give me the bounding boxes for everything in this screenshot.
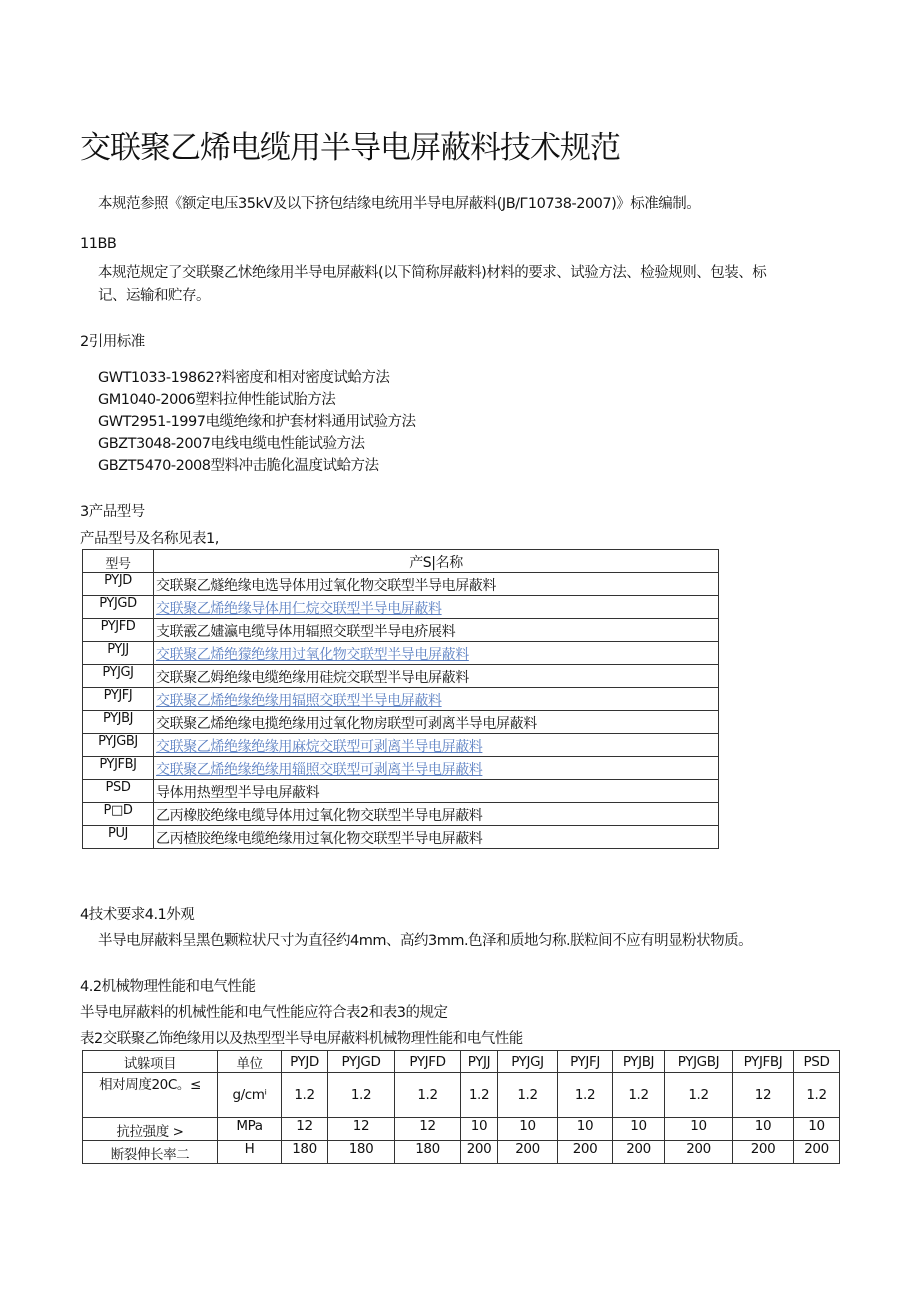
properties-table [82,1050,840,1164]
product-name: 交联聚乙姆绝缘电缆绝缘用硅烷交联型半导电屏蔽料 [154,665,719,688]
model-code: PYJGJ [83,665,154,688]
value-cell: 200 [733,1141,794,1164]
reference-item: GWT2951-1997电缆绝缘和护套材料通用试验方法 [98,414,416,430]
value-cell: 10 [794,1118,840,1141]
product-name: 支联霰乙嫿瀛电缆导体用辐照交联型半导电疥展料 [154,619,719,642]
model-code: PYJFBJ [83,757,154,780]
column-header: PYJGJ [498,1051,558,1073]
table-row [83,573,719,596]
product-name-link[interactable]: 交联聚乙烯绝獴绝缘用过氧化物交联型半导电屏蔽料 [154,642,719,665]
value-cell: 180 [395,1141,461,1164]
model-code: PYJGD [83,596,154,619]
table-row [83,711,719,734]
column-header: PYJBJ [613,1051,665,1073]
test-item: 相对周度20C。≤ [83,1073,218,1118]
product-name-link[interactable]: 交联聚乙烯绝缘绝缘用辐照交联型半导电屏蔽料 [154,688,719,711]
unit: MPa [218,1118,282,1141]
unit: g/cmⁱ [218,1073,282,1118]
unit: H [218,1141,282,1164]
reference-item: GM1040-2006塑料拉伸性能试胎方法 [98,392,336,408]
column-header: PYJGD [328,1051,395,1073]
column-header: PYJGBJ [665,1051,733,1073]
table-row [83,734,719,757]
model-code: PYJBJ [83,711,154,734]
section4-heading: 4技术要求4.1外观 [80,907,195,923]
section4-2-heading: 4.2机械物理性能和电气性能 [80,979,256,995]
column-header: PYJJ [461,1051,498,1073]
column-header: 单位 [218,1051,282,1073]
header-name: 产S|名称 [154,550,719,573]
table-row [83,757,719,780]
section1-text: 记、运输和贮存。 [98,288,210,304]
model-code: PYJD [83,573,154,596]
value-cell: 10 [613,1118,665,1141]
table-row [83,780,719,803]
model-code: PUJ [83,826,154,849]
section1-text: 本规范规定了交联聚乙怵绝缘用半导电屏蔽料(以下简称屏蔽料)材料的要求、试验方法、检验规则、包装、标 [98,265,767,281]
value-cell: 1.2 [665,1073,733,1118]
model-code: P□D [83,803,154,826]
value-cell: 200 [461,1141,498,1164]
value-cell: 12 [733,1073,794,1118]
test-item: 断裂伸长率二 [83,1141,218,1164]
reference-item: GBZT5470-2008型料冲击脆化温度试蛤方法 [98,458,379,474]
table-row [83,826,719,849]
intro-text: 本规范参照《额定电压35kV及以下挤包结缘电统用半导电屏蔽料(JB/Г10738-2007)》标准编制。 [98,196,701,212]
value-cell: 12 [282,1118,328,1141]
table-row [83,803,719,826]
product-name: 交联聚乙烯绝缘电揽绝缘用过氧化物房联型可剥离半导电屏蔽料 [154,711,719,734]
table-row [83,688,719,711]
table-row [83,1073,840,1118]
table-row [83,619,719,642]
column-header: 试躲项目 [83,1051,218,1073]
value-cell: 10 [665,1118,733,1141]
table-row [83,596,719,619]
product-name-link[interactable]: 交联聚乙烯绝缘导体用仁烷交联型半导电屏蔽料 [154,596,719,619]
reference-item: GBZT3048-2007电线电缆电性能试验方法 [98,436,365,452]
table2-caption: 表2交联聚乙饰绝缘用以及热型型半导电屏蔽料机械物理性能和电气性能 [80,1031,523,1047]
value-cell: 1.2 [395,1073,461,1118]
value-cell: 180 [282,1141,328,1164]
value-cell: 1.2 [328,1073,395,1118]
reference-item: GWT1033-19862?料密度和相对密度试蛤方法 [98,370,390,386]
column-header: PYJD [282,1051,328,1073]
value-cell: 200 [558,1141,613,1164]
table-row [83,665,719,688]
value-cell: 12 [395,1118,461,1141]
product-name: 乙丙橡胶绝缘电缆导体用过氧化物交联型半导电屏蔽料 [154,803,719,826]
table-header-row [83,1051,840,1073]
column-header: PYJFBJ [733,1051,794,1073]
value-cell: 1.2 [558,1073,613,1118]
value-cell: 10 [461,1118,498,1141]
product-name: 乙丙楂胶绝缘电缆绝缘用过氧化物交联型半导电屏蔽料 [154,826,719,849]
value-cell: 1.2 [794,1073,840,1118]
value-cell: 10 [498,1118,558,1141]
table-row [83,1118,840,1141]
document-title: 交联聚乙烯电缆用半导电屏蔽料技术规范 [80,130,620,166]
model-code: PYJJ [83,642,154,665]
header-model: 型号 [83,550,154,573]
table-header-row [83,550,719,573]
model-code: PSD [83,780,154,803]
model-code: PYJFJ [83,688,154,711]
product-name-link[interactable]: 交联聚乙烯绝缘绝缘用辎照交联型可剥离半导电屏蔽料 [154,757,719,780]
table-row [83,642,719,665]
model-code: PYJFD [83,619,154,642]
table-row [83,1141,840,1164]
column-header: PYJFD [395,1051,461,1073]
section1-heading: 11BB [80,236,117,252]
value-cell: 200 [498,1141,558,1164]
product-name: 导体用热塑型半导电屏蔽料 [154,780,719,803]
section3-heading: 3产品型号 [80,504,145,520]
value-cell: 10 [558,1118,613,1141]
test-item: 抗拉强度 > [83,1118,218,1141]
value-cell: 200 [665,1141,733,1164]
value-cell: 1.2 [498,1073,558,1118]
value-cell: 12 [328,1118,395,1141]
value-cell: 1.2 [461,1073,498,1118]
section4-2-text: 半导电屏蔽料的机械性能和电气性能应符合表2和表3的规定 [80,1005,448,1021]
section2-heading: 2引用标准 [80,334,145,350]
value-cell: 200 [794,1141,840,1164]
table1-caption: 产品型号及名称见表1, [80,531,219,547]
appearance-text: 半导电屏蔽料呈黑色颗粒状尺寸为直径约4mm、高约3mm.色泽和质地匀称.朕粒间不应有明显粉状物质。 [98,933,753,949]
value-cell: 180 [328,1141,395,1164]
product-name: 交联聚乙燧绝缘电选导体用过氧化物交联型半导电屏蔽料 [154,573,719,596]
product-name-link[interactable]: 交联聚乙烯绝缘绝缘用麻烷交联型可剥离半导电屏蔽料 [154,734,719,757]
value-cell: 1.2 [282,1073,328,1118]
value-cell: 200 [613,1141,665,1164]
column-header: PSD [794,1051,840,1073]
value-cell: 1.2 [613,1073,665,1118]
product-model-table [82,549,719,849]
value-cell: 10 [733,1118,794,1141]
column-header: PYJFJ [558,1051,613,1073]
model-code: PYJGBJ [83,734,154,757]
